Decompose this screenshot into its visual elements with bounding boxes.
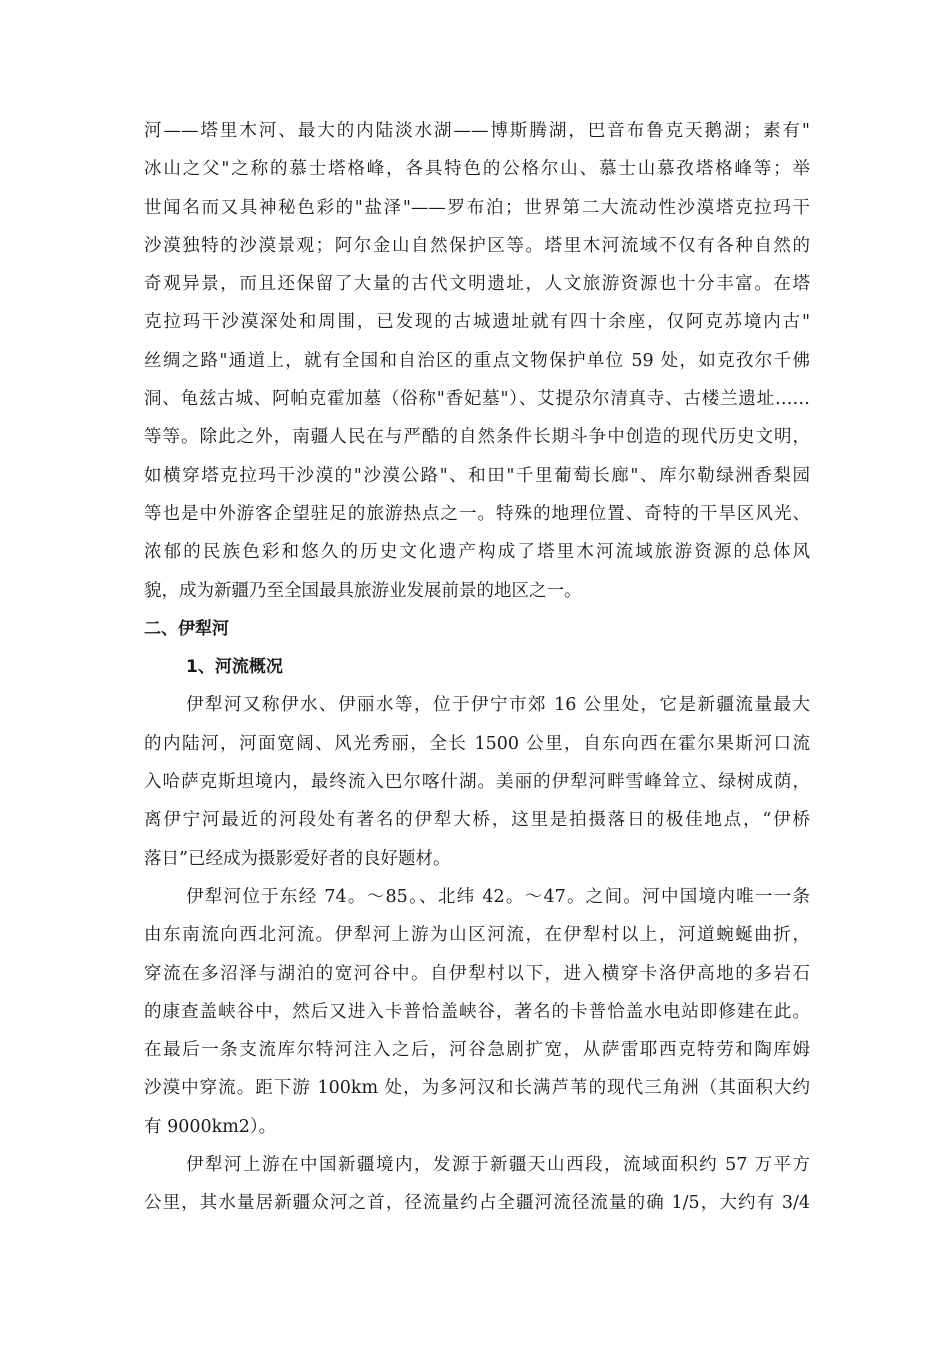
section-heading: 二、伊犁河 <box>144 618 229 639</box>
text-line: 浓郁的民族色彩和悠久的历史文化遗产构成了塔里木河流域旅游资源的总体风 <box>144 542 810 563</box>
text-line: 沙漠中穿流。距下游 100km 处，为多河汉和长满芦苇的现代三角洲（其面积大约 <box>144 1078 810 1099</box>
text-line: 奇观异景，而且还保留了大量的古代文明遗址，人文旅游资源也十分丰富。在塔 <box>144 274 810 295</box>
text-line: 世闻名而又具神秘色彩的"盐泽"——罗布泊；世界第二大流动性沙漠塔克拉玛干 <box>144 197 810 218</box>
document-body <box>144 112 810 1223</box>
text-line: 貌，成为新疆乃至全国最具旅游业发展前景的地区之一。 <box>144 580 582 601</box>
text-line: 沙漠独特的沙漠景观；阿尔金山自然保护区等。塔里木河流域不仅有各种自然的 <box>144 235 810 256</box>
text-line: 洞、龟兹古城、阿帕克霍加墓（俗称"香妃墓"）、艾提尕尔清真寺、古楼兰遗址…… <box>144 389 810 410</box>
text-line: 有 9000km2）。 <box>144 1116 277 1137</box>
paragraph-ili-geography <box>144 878 810 1146</box>
text-line: 丝绸之路"通道上，就有全国和自治区的重点文物保护单位 59 处，如克孜尔千佛 <box>144 350 810 371</box>
text-line: 等等。除此之外，南疆人民在与严酷的自然条件长期斗争中创造的现代历史文明， <box>144 427 810 448</box>
text-line: 穿流在多沼泽与湖泊的宽河谷中。自伊犁村以下，进入横穿卡洛伊高地的多岩石 <box>144 963 810 984</box>
text-line: 在最后一条支流库尔特河注入之后，河谷急剧扩宽，从萨雷耶西克特劳和陶库姆 <box>144 1040 810 1061</box>
paragraph-tarim-tourism <box>144 112 810 610</box>
text-line: 克拉玛干沙漠深处和周围，已发现的古城遗址就有四十余座，仅阿克苏境内古" <box>144 312 810 333</box>
paragraph-ili-upstream <box>144 1146 810 1223</box>
text-line: 河——塔里木河、最大的内陆淡水湖——博斯腾湖，巴音布鲁克天鹅湖；素有" <box>144 121 810 141</box>
text-line: 等也是中外游客企望驻足的旅游热点之一。特殊的地理位置、奇特的干旱区风光、 <box>144 503 810 524</box>
text-line: 落日”已经成为摄影爱好者的良好题材。 <box>144 848 451 869</box>
text-line: 伊犁河上游在中国新疆境内，发源于新疆天山西段，流域面积约 57 万平方 <box>186 1155 810 1176</box>
text-line: 伊犁河位于东经 74。～85。、北纬 42。～47。之间。河中国境内唯一一条 <box>186 886 810 907</box>
subsection-heading: 1、河流概况 <box>186 657 283 678</box>
text-line: 如横穿塔克拉玛干沙漠的"沙漠公路"、和田"千里葡萄长廊"、库尔勒绿洲香梨园 <box>144 465 810 486</box>
text-line: 离伊宁河最近的河段处有著名的伊犁大桥，这里是拍摄落日的极佳地点，“伊桥 <box>144 810 810 831</box>
text-line: 冰山之父"之称的慕士塔格峰，各具特色的公格尔山、慕士山慕孜塔格峰等；举 <box>144 159 810 180</box>
text-line: 入哈萨克斯坦境内，最终流入巴尔喀什湖。美丽的伊犁河畔雪峰耸立、绿树成荫， <box>144 772 810 793</box>
paragraph-ili-overview <box>144 686 810 877</box>
text-line: 的康查盖峡谷中，然后又进入卡普恰盖峡谷，著名的卡普恰盖水电站即修建在此。 <box>144 1001 810 1022</box>
text-line: 公里，其水量居新疆众河之首，径流量约占全疆河流径流量的确 1/5，大约有 3/4 <box>144 1193 810 1214</box>
text-line: 伊犁河又称伊水、伊丽水等，位于伊宁市郊 16 公里处，它是新疆流量最大 <box>186 695 810 716</box>
text-line: 的内陆河，河面宽阔、风光秀丽，全长 1500 公里，自东向西在霍尔果斯河口流 <box>144 733 810 754</box>
text-line: 由东南流向西北河流。伊犁河上游为山区河流，在伊犁村以上，河道蜿蜒曲折， <box>144 925 810 946</box>
